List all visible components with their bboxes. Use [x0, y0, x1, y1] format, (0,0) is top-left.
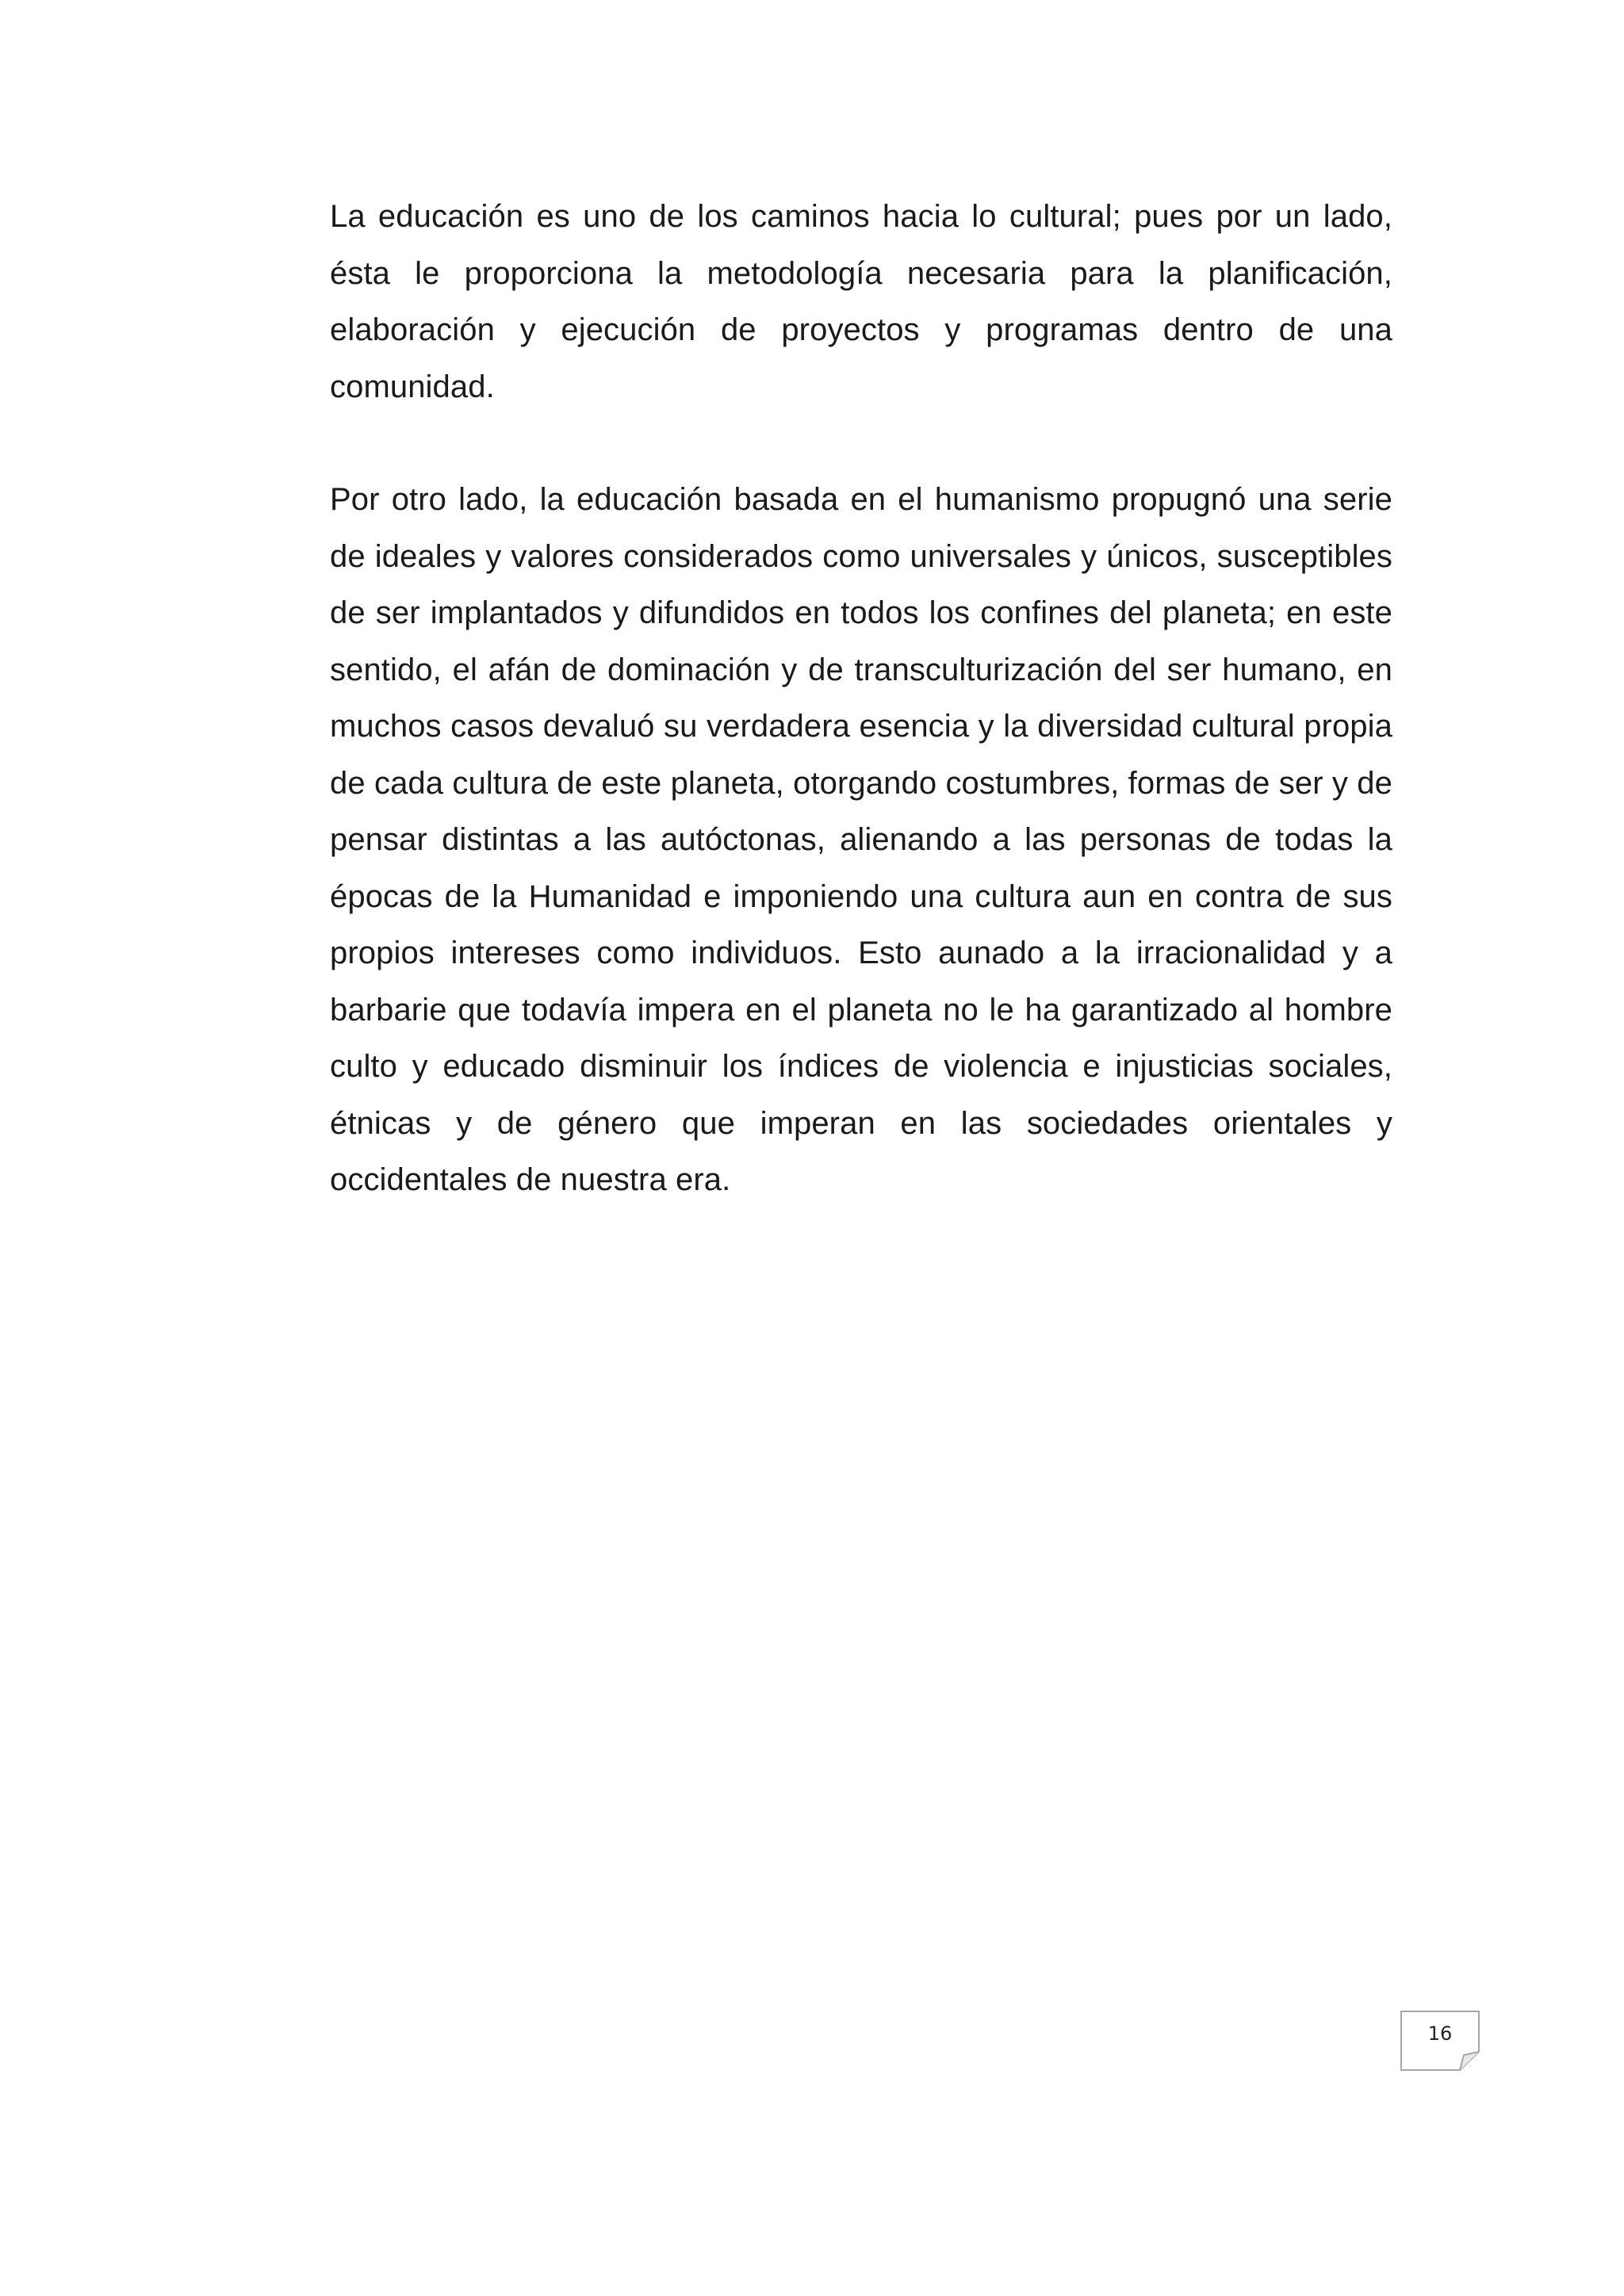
paragraph-1: La educación es uno de los caminos hacia lo cultural; pues por un lado, ésta le proporciona la metodología necesaria para la planificación, elaboración y ejecución de proyectos y programas dentro de una comunidad.	[330, 199, 1392, 404]
body-text	[330, 189, 1392, 1209]
paragraph-2: Por otro lado, la educación basada en el humanismo propugnó una serie de ideales y valores considerados como universales y únicos, susceptibles de ser implantados y difundidos en todos los confines del planeta; en este sentido, el afán de dominación y de transculturización del ser humano, en muchos casos devaluó su verdadera esencia y la diversidad cultural propia de cada cultura de este planeta, otorgando costumbres, formas de ser y de pensar distintas a las autóctonas, alienando a las personas de todas la épocas de la Humanidad e imponiendo una cultura aun en contra de sus propios intereses como individuos. Esto aunado a la irracionalidad y a barbarie que todavía impera en el planeta no le ha garantizado al hombre culto y educado disminuir los índices de violencia e injusticias sociales, étnicas y de género que imperan en las sociedades orientales y occidentales de nuestra era.	[330, 482, 1392, 1197]
page-number-box	[1400, 2011, 1480, 2071]
page-number: 16	[1427, 2022, 1453, 2045]
